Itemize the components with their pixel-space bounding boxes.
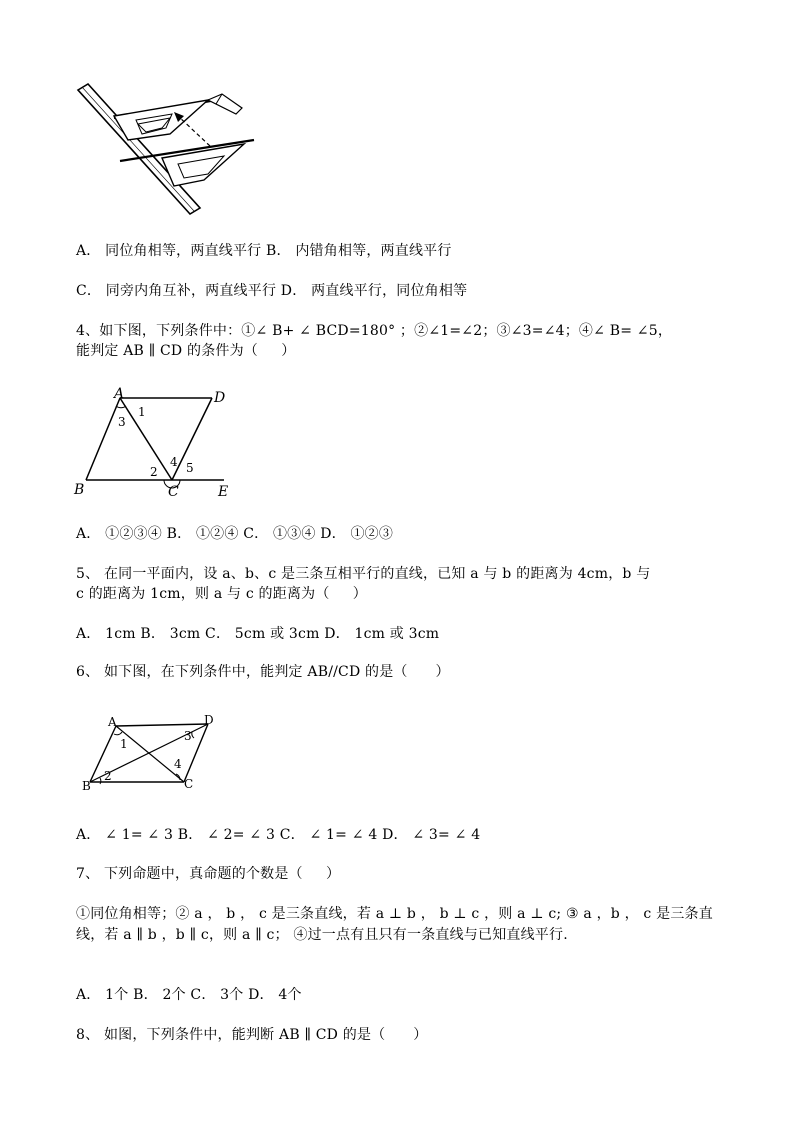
q6-label-D: D <box>204 713 214 727</box>
q4-label-E: E <box>218 484 229 500</box>
q3-options-line2: C． 同旁内角互补，两直线平行 D． 两直线平行，同位角相等 <box>76 283 468 299</box>
q5-stem-line2: c 的距离为 1cm，则 a 与 c 的距离为（ ） <box>76 586 368 602</box>
q4-parallelogram-figure <box>74 386 244 504</box>
q4-label-C: C <box>168 484 179 500</box>
q6-options: A． ∠ 1= ∠ 3 B． ∠ 2= ∠ 3 C． ∠ 1= ∠ 4 D． ∠ 3= ∠ 4 <box>76 827 481 843</box>
q6-label-A: A <box>108 715 117 729</box>
q6-stem: 6、 如下图，在下列条件中，能判定 AB//CD 的是（ ） <box>76 664 450 680</box>
q8-stem: 8、 如图，下列条件中，能判断 AB ∥ CD 的是（ ） <box>76 1027 428 1043</box>
q6-angle-3: 3 <box>184 729 192 743</box>
q4-angle-3: 3 <box>118 415 126 429</box>
q6-angle-1: 1 <box>120 737 128 751</box>
q5-stem-line1: 5、 在同一平面内，设 a、b、c 是三条互相平行的直线，已知 a 与 b 的距离为 4cm，b 与 <box>76 566 651 582</box>
q4-label-A: A <box>114 386 125 402</box>
q4-label-D: D <box>214 390 226 406</box>
q3-options-line1: A． 同位角相等，两直线平行 B． 内错角相等，两直线平行 <box>76 243 452 259</box>
q4-angle-5: 5 <box>186 461 194 475</box>
q4-angle-2: 2 <box>150 465 158 479</box>
q6-label-B: B <box>82 779 91 793</box>
q7-options: A． 1个 B． 2个 C． 3个 D． 4个 <box>76 987 302 1003</box>
q4-angle-4: 4 <box>170 455 178 469</box>
q4-stem-line2: 能判定 AB ∥ CD 的条件为（ ） <box>76 343 296 359</box>
q4-stem-line1: 4、如下图，下列条件中：①∠ B+ ∠ BCD=180° ；②∠1=∠2；③∠3=∠4；④∠ B= ∠5， <box>76 323 673 339</box>
q7-stem: 7、 下列命题中，真命题的个数是（ ） <box>76 866 341 882</box>
q7-body: ①同位角相等；② a ， b ， c 是三条直线，若 a ⊥ b ， b ⊥ c ，则 a ⊥ c; ③ a ，b ， c 是三条直线，若 a ∥ b ，b ∥ c，则 a ∥ c； ④过一点有且只有一条直线与已知直线平行. <box>76 906 713 943</box>
ruler-setsquare-figure <box>74 82 264 222</box>
q6-label-C: C <box>184 777 194 791</box>
q4-angle-1: 1 <box>138 405 146 419</box>
q5-options: A． 1cm B． 3cm C． 5cm 或 3cm D． 1cm 或 3cm <box>76 626 440 642</box>
q6-parallelogram-figure <box>76 712 226 796</box>
q4-options: A． ①②③④ B． ①②④ C． ①③④ D． ①②③ <box>76 526 394 542</box>
q6-angle-2: 2 <box>104 769 112 783</box>
q6-angle-4: 4 <box>174 757 182 771</box>
q4-label-B: B <box>74 482 85 498</box>
